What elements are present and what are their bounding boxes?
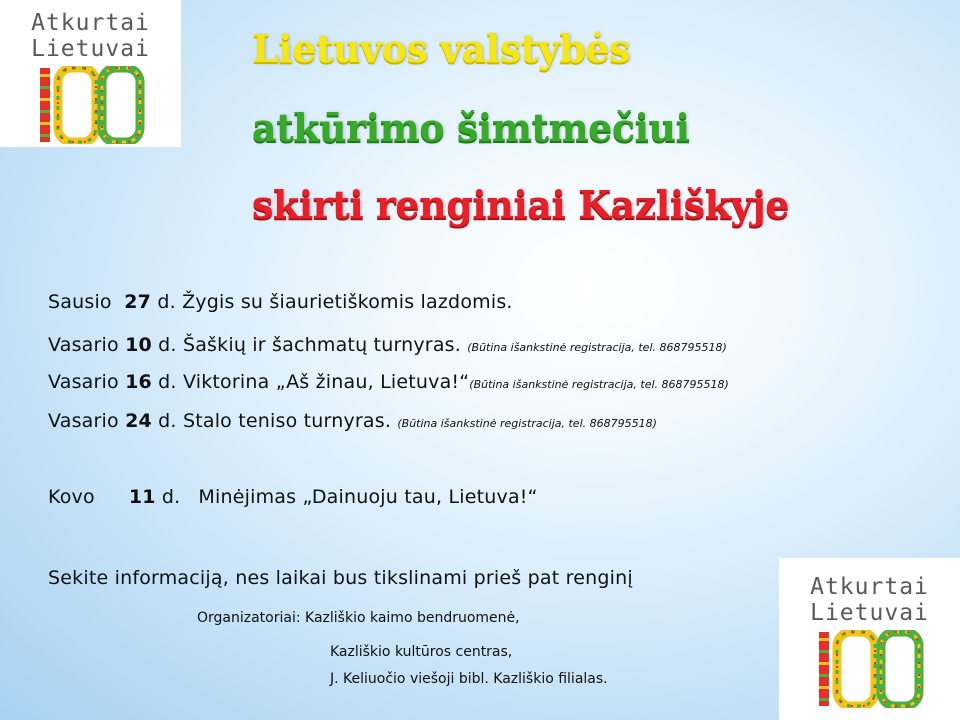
event-item xyxy=(48,410,657,432)
logo-digit-0-first xyxy=(58,68,96,142)
logo-digit-0-second xyxy=(102,68,140,142)
event-item xyxy=(48,334,727,356)
event-month: Vasario xyxy=(48,371,119,393)
event-day: 11 xyxy=(128,486,156,508)
event-title: Žygis su šiaurietiškomis lazdomis. xyxy=(182,291,513,313)
event-day-suffix: d. xyxy=(158,334,177,356)
event-title: Viktorina „Aš žinau, Lietuva!“ xyxy=(182,371,470,393)
logo-100-mark xyxy=(36,66,146,144)
event-title: Minėjimas „Dainuoju tau, Lietuva!“ xyxy=(198,486,538,508)
logo-text-line1: Atkurtai xyxy=(810,574,929,600)
organizers-line-1: Organizatoriai: Kazliškio kaimo bendruomenė, xyxy=(197,610,520,626)
organizers-line-2: Kazliškio kultūros centras, xyxy=(330,644,513,660)
headline-line-2: atkūrimo šimtmečiui xyxy=(252,105,690,150)
event-title: Stalo teniso turnyras. xyxy=(182,410,392,432)
event-day-suffix: d. xyxy=(158,410,177,432)
event-note: (Būtina išankstinė registracija, tel. 868795518) xyxy=(469,378,729,391)
event-day-suffix: d. xyxy=(158,371,177,393)
event-note: (Būtina išankstinė registracija, tel. 868795518) xyxy=(397,417,657,430)
event-day-suffix: d. xyxy=(161,486,181,508)
event-month: Kovo xyxy=(48,486,95,508)
logo-digit-1 xyxy=(40,68,50,142)
logo-digit-0-first xyxy=(837,632,875,706)
event-month: Vasario xyxy=(48,334,119,356)
event-month: Sausio xyxy=(48,291,112,313)
organizers-line-3: J. Keliuočio viešoji bibl. Kazliškio filialas. xyxy=(330,671,608,687)
event-item xyxy=(48,486,538,508)
event-day: 27 xyxy=(124,291,152,313)
logo-text-line2: Lietuvai xyxy=(810,600,929,626)
logo-digit-0-second xyxy=(881,632,919,706)
event-day-suffix: d. xyxy=(157,291,176,313)
event-note: (Būtina išankstinė registracija, tel. 868795518) xyxy=(467,341,727,354)
logo-text-line2: Lietuvai xyxy=(31,36,150,62)
event-day: 24 xyxy=(125,410,152,432)
event-day: 16 xyxy=(125,371,152,393)
follow-notice: Sekite informaciją, nes laikai bus tikslinami prieš pat renginį xyxy=(48,567,633,589)
logo-100-mark xyxy=(815,630,925,708)
event-day: 10 xyxy=(125,334,152,356)
event-item xyxy=(48,291,513,313)
logo-text-line1: Atkurtai xyxy=(31,10,150,36)
logo-top-left xyxy=(0,0,181,147)
event-item xyxy=(48,371,729,393)
event-title: Šaškių ir šachmatų turnyras. xyxy=(182,334,461,356)
headline-line-1: Lietuvos valstybės xyxy=(252,26,630,71)
logo-bottom-right xyxy=(779,558,960,720)
event-month: Vasario xyxy=(48,410,119,432)
logo-digit-1 xyxy=(819,632,829,706)
headline-line-3: skirti renginiai Kazliškyje xyxy=(252,182,789,227)
